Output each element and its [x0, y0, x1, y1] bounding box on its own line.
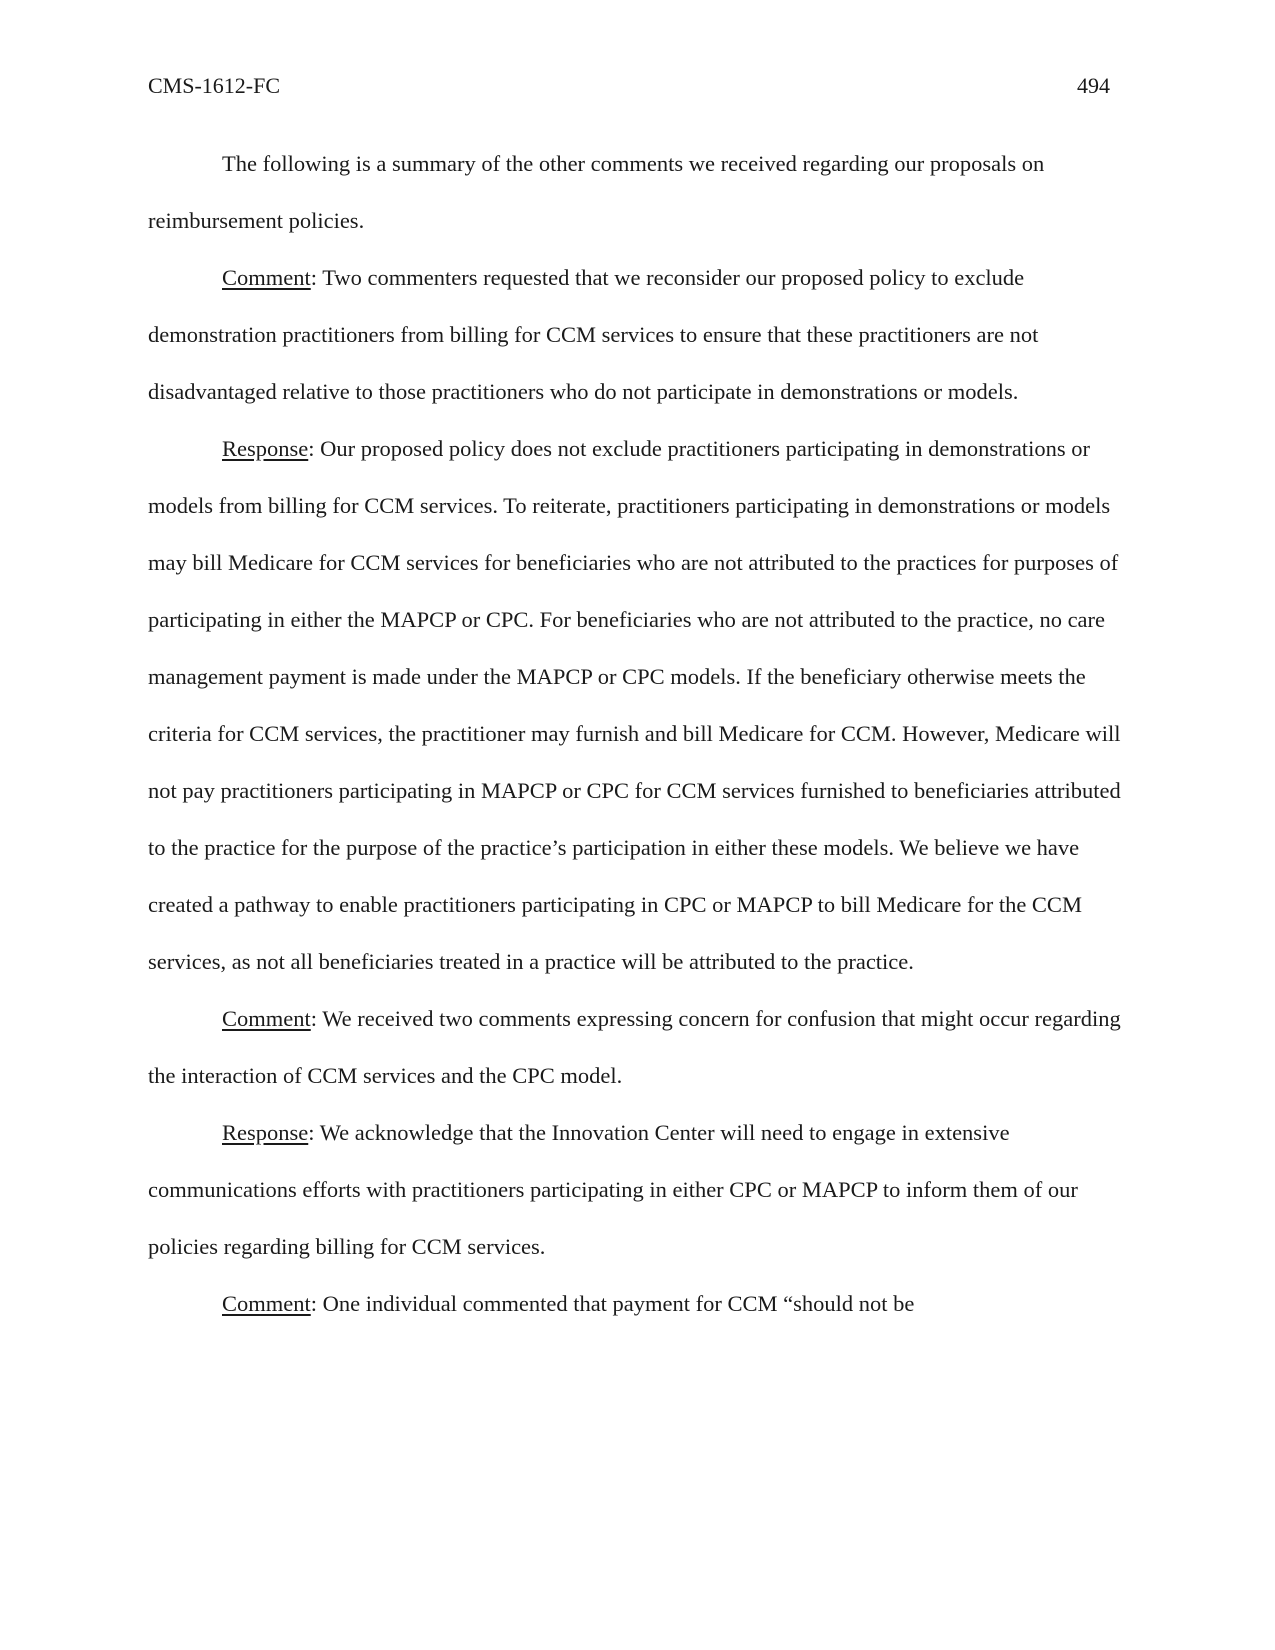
paragraph-text: : We received two comments expressing concern for confusion that might occur regarding the interaction of CCM services and the CPC model.: [148, 1006, 1121, 1088]
document-body: [148, 135, 1123, 1332]
response-label: Response: [222, 1120, 309, 1145]
document-id: CMS-1612-FC: [148, 73, 281, 98]
paragraph-text: : One individual commented that payment for CCM “should not be: [310, 1291, 915, 1316]
paragraph-text: The following is a summary of the other comments we received regarding our proposals on reimbursement policies.: [148, 151, 1045, 233]
paragraph-response-confusion: [148, 1104, 1123, 1275]
paragraph-text: : Two commenters requested that we reconsider our proposed policy to exclude demonstration practitioners from billing for CCM services to ensure that these practitioners are not disadvantaged relative to those practitioners who do not participate in demonstrations or models.: [148, 265, 1039, 404]
comment-label: Comment: [222, 265, 311, 290]
paragraph-comment-confusion: [148, 990, 1123, 1104]
comment-label: Comment: [222, 1291, 311, 1316]
paragraph-text: : We acknowledge that the Innovation Center will need to engage in extensive communications efforts with practitioners participating in either CPC or MAPCP to inform them of our policies regarding billing for CCM services.: [148, 1120, 1078, 1259]
page-number: 494: [1077, 73, 1110, 98]
paragraph-comment-exclusion: [148, 249, 1123, 420]
paragraph-text: : Our proposed policy does not exclude practitioners participating in demonstrations or models from billing for CCM services. To reiterate, practitioners participating in demonstrations or models may bill Medicare for CCM services for beneficiaries who are not attributed to the practices for purposes of participating in either the MAPCP or CPC. For beneficiaries who are not attributed to the practice, no care management payment is made under the MAPCP or CPC models. If the beneficiary otherwise meets the criteria for CCM services, the practitioner may furnish and bill Medicare for CCM. However, Medicare will not pay practitioners participating in MAPCP or CPC for CCM services furnished to beneficiaries attributed to the practice for the purpose of the practice’s participation in either these models. We believe we have created a pathway to enable practitioners participating in CPC or MAPCP to bill Medicare for the CCM services, as not all beneficiaries treated in a practice will be attributed to the practice.: [148, 436, 1121, 974]
comment-label: Comment: [222, 1006, 311, 1031]
paragraph-response-exclusion: [148, 420, 1123, 990]
paragraph-comment-payment: [148, 1275, 1123, 1332]
paragraph-summary-intro: [148, 135, 1123, 249]
response-label: Response: [222, 436, 309, 461]
